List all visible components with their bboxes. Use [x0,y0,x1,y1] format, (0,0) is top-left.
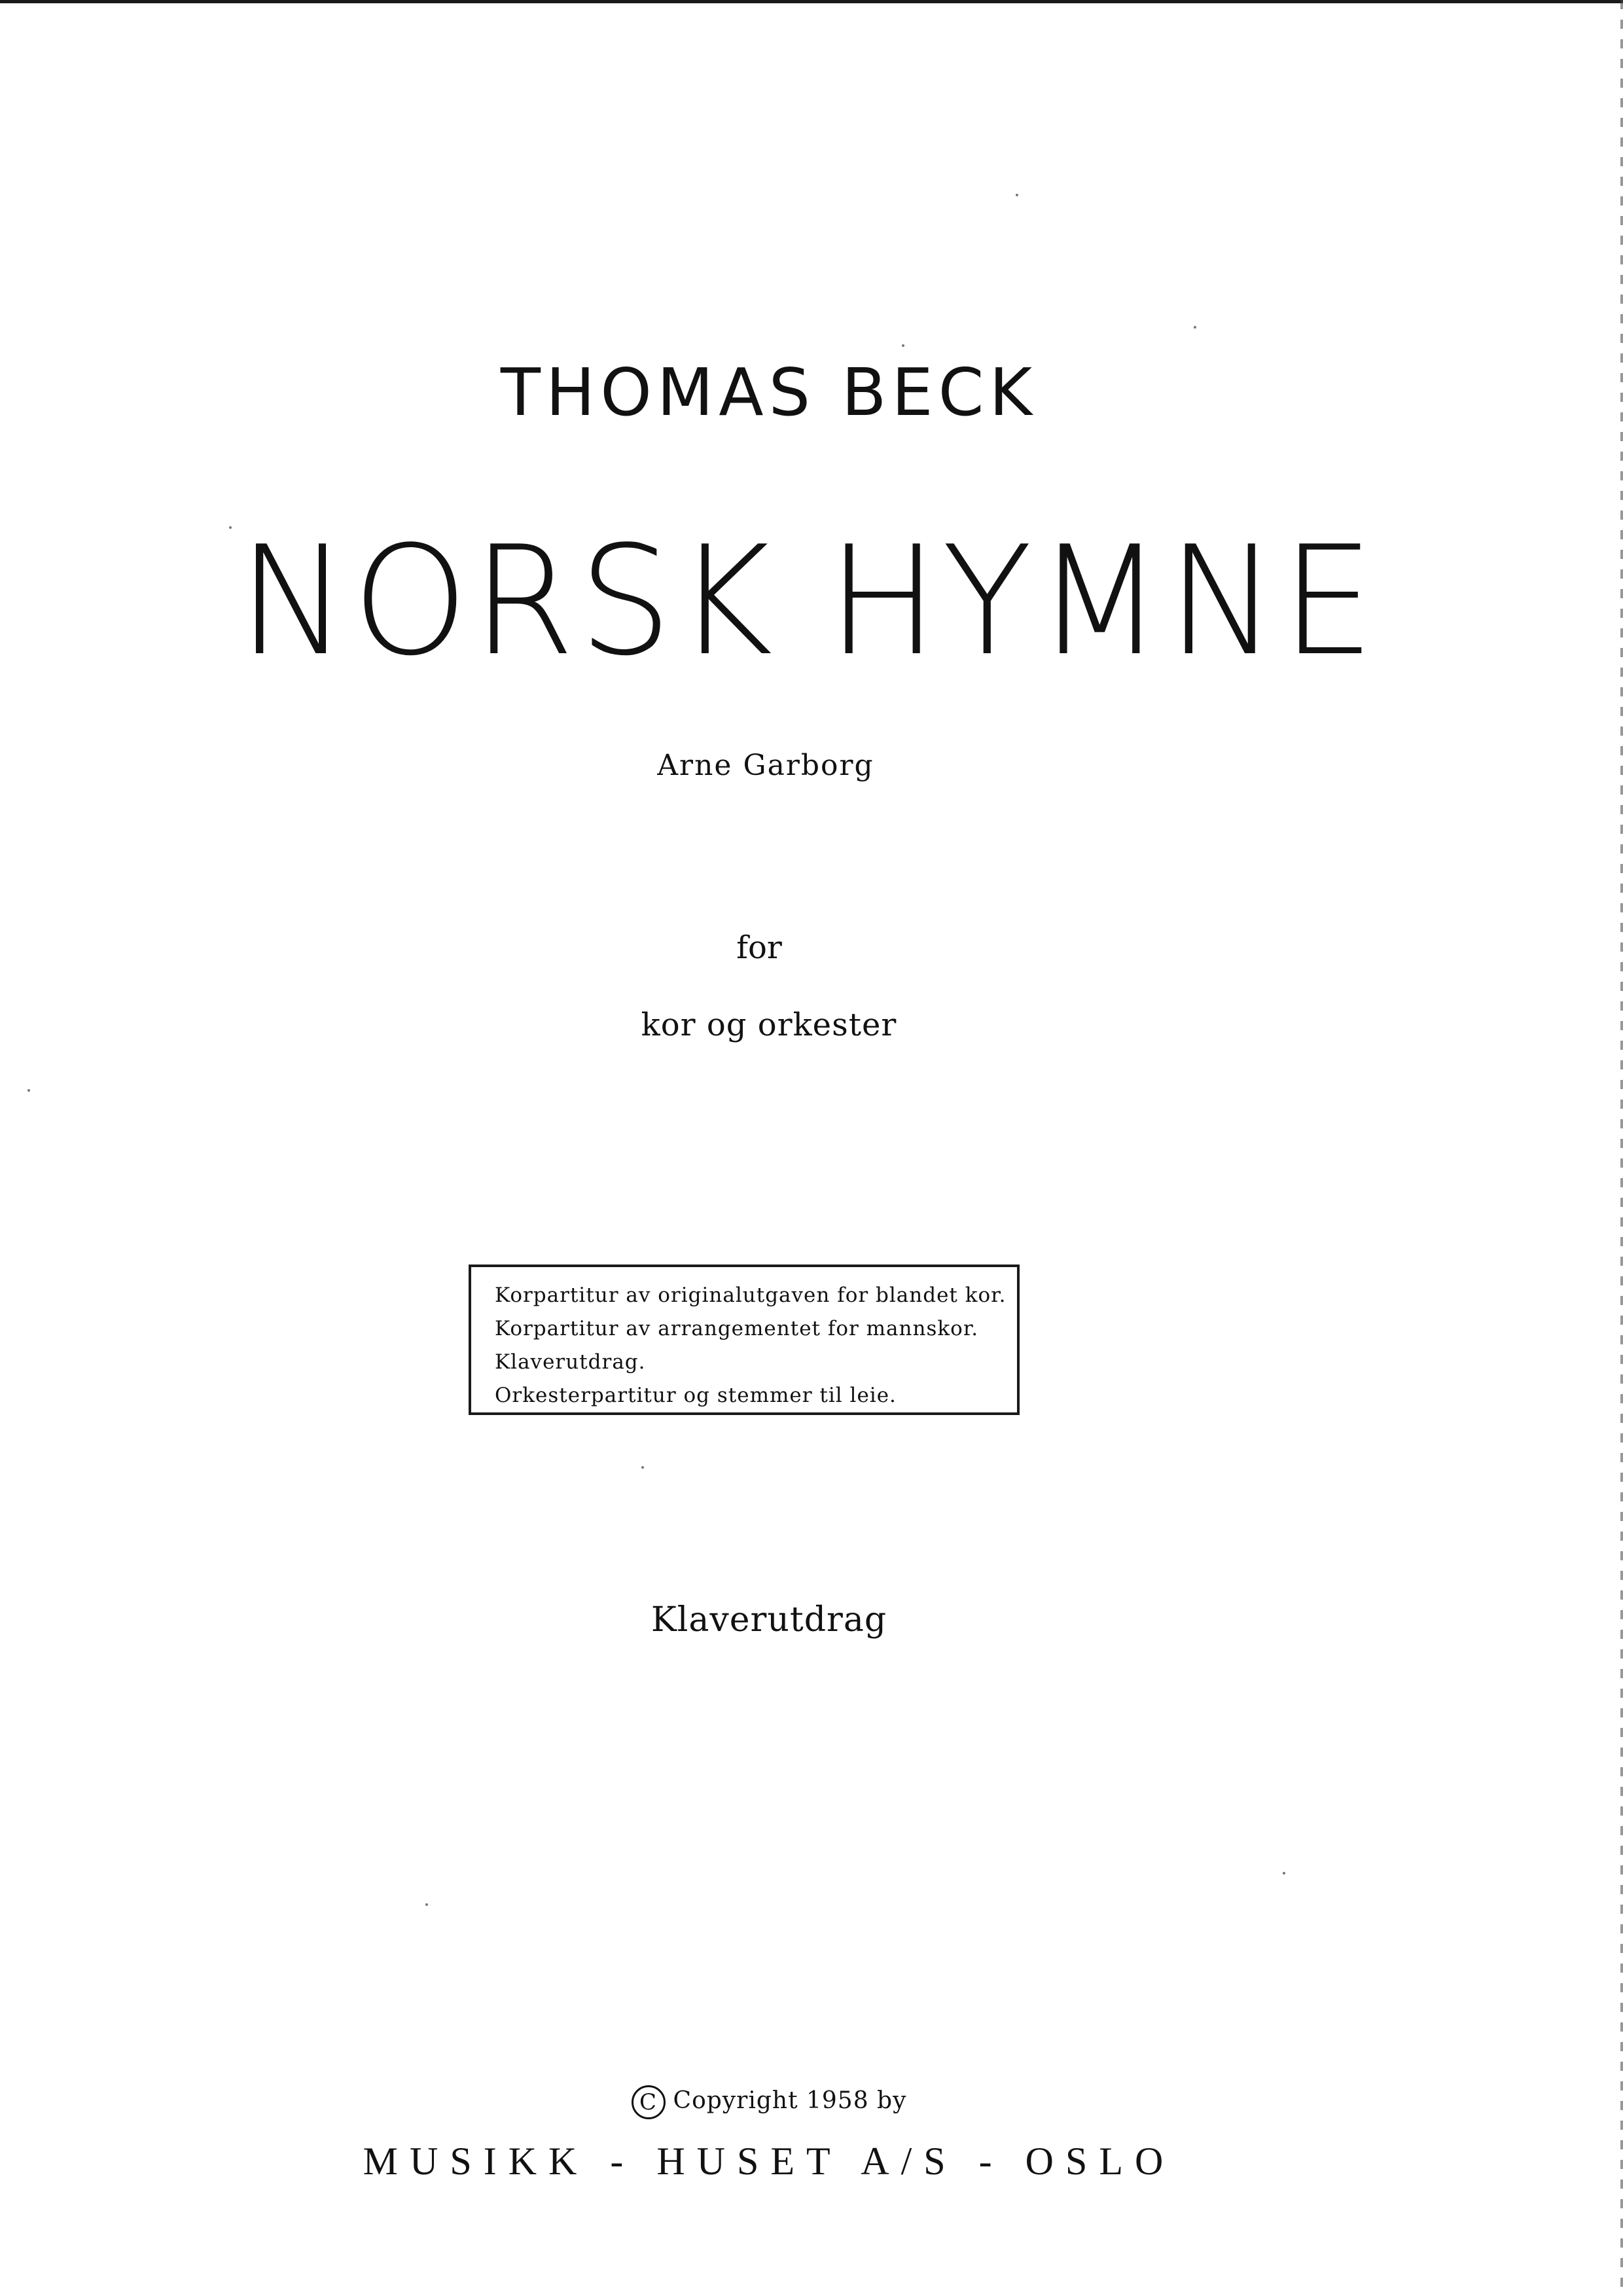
right-edge-border [1620,0,1623,2296]
edition-item: Korpartitur av originalutgaven for blandet kor. [495,1283,1007,1307]
edition-item: Orkesterpartitur og stemmer til leie. [495,1384,897,1407]
copyright-icon: C [632,2085,666,2119]
scan-speck [1016,194,1018,196]
top-edge-rule [0,0,1623,3]
scan-speck [902,344,904,347]
work-title: NORSK HYMNE [238,514,1379,689]
scan-speck [425,1903,428,1906]
scan-speck [1194,326,1196,329]
edition-item: Korpartitur av arrangementet for mannskor. [495,1317,979,1340]
performing-forces: kor og orkester [641,1007,897,1043]
publisher-name: MUSIKK - HUSET A/S - OSLO [363,2140,1175,2183]
edition-item: Klaverutdrag. [495,1350,646,1374]
scan-speck [641,1466,644,1469]
lyricist-name: Arne Garborg [657,749,874,782]
copyright-line [0,2081,1538,2121]
copyright-text: Copyright 1958 by [673,2087,907,2114]
editions-list-box [469,1265,1020,1415]
for-label: for [736,929,782,966]
scan-speck [27,1089,30,1092]
composer-name: THOMAS BECK [500,354,1038,431]
scan-speck [1283,1872,1285,1874]
score-type-label: Klaverutdrag [651,1600,887,1640]
